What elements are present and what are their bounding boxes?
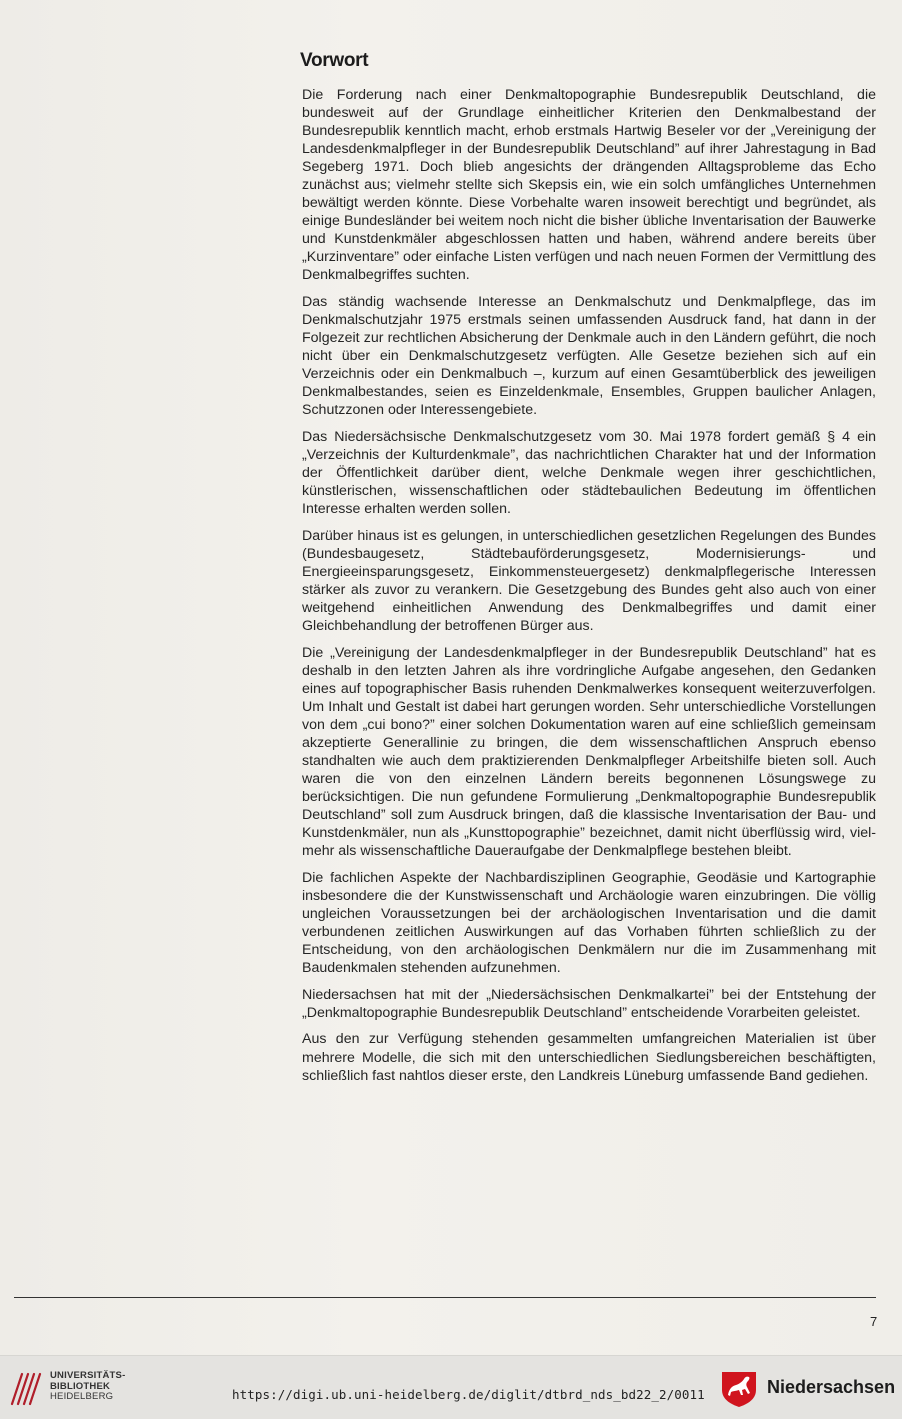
page-title: Vorwort [300, 50, 369, 71]
article-body [302, 86, 876, 1093]
paragraph: Aus den zur Verfügung stehenden gesammelten umfangreichen Materialien ist über mehrere Modelle, die sich mit den unterschiedlichen Siedlungsbereichen beschäftigten, schließlich fast nahtlos dieser erste, den Landkreis Lüneburg umfassende Band gediehen. [302, 1031, 876, 1084]
niedersachsen-wordmark[interactable]: Niedersachsen [767, 1377, 896, 1397]
paragraph: Die Forderung nach einer Denkmaltopographie Bundesrepublik Deutschland, die bundesweit auf der Grundlage einheitlicher Kriterien den Denkmalbestand der Bundesrepublik kenntlich macht, erhob erstmals Hartwig Beseler vor der „Vereinigung der Landesdenkmalpfleger in der Bundesrepublik Deutschland” auf ihrer Jahrestagung in Bad Segeberg 1971. Doch blieb angesichts der drängenden Alltagsprobleme das Echo zunächst aus; vielmehr stellte sich Skepsis ein, wie ein solch umfängliches Unternehmen bewältigt werden könnte. Diese Vorbehalte waren insoweit berechtigt und begründet, als einige Bundesländer bei weitem noch nicht die bisher übliche Inventarisation der Bauwerke und Kunstdenkmäler abgeschlossen hatten und haben, während andere bereits über „Kurzinventare” oder einfache Listen verfügen und nach neuen Formen der Vermittlung des Denkmalbegriffes suchten. [302, 87, 876, 284]
viewer-footer [0, 1355, 902, 1419]
footnote-rule [14, 1297, 876, 1298]
niedersachsen-horse-icon[interactable] [719, 1368, 759, 1408]
paragraph: Die „Vereinigung der Landesdenkmalpfleger in der Bundesrepublik Deutschland” hat es deshalb in den letzten Jahren als ihre vordringliche Aufgabe angesehen, den Gedanken eines auf topographischer Basis ruhenden Denkmalwerkes konsequent weiterzuverfolgen. Um Inhalt und Gestalt ist dabei hart gerungen worden. Sehr unterschiedliche Vorstellungen von dem „cui bono?” einer solchen Dokumentation waren auf eine schließlich gemeinsam akzeptierte Generallinie zu bringen, die dem wissenschaftlichen Anspruch ebenso standhalten wie auch dem praktizierenden Denkmalpfleger Arbeitshilfe bieten soll. Auch waren die von den einzelnen Ländern bereits begonnenen Lösungswege zu berücksichtigen. Die nun gefundene Formulierung „Denkmaltopographie Bundesrepublik Deutschland” soll zum Ausdruck bringen, daß die klassische Inventarisation der Bau- und Kunstdenkmäler, nun als „Kunsttopographie” bezeichnet, damit nicht überflüssig wird, vielmehr als wissenschaftliche Daueraufgabe der Denkmalpflege bestehen bleibt. [302, 644, 876, 860]
university-library-logo-icon[interactable] [8, 1368, 44, 1408]
permalink-url[interactable]: https://digi.ub.uni-heidelberg.de/diglit/dtbrd_nds_bd22_2/0011 [232, 1387, 705, 1402]
library-name[interactable] [50, 1371, 125, 1403]
page-number: 7 [870, 1314, 878, 1329]
paragraph: Das Niedersächsische Denkmalschutzgesetz vom 30. Mai 1978 fordert gemäß § 4 ein „Verzeichnis der Kulturdenkmale”, das nachrichtlichen Charakter hat und der Information der Öffentlichkeit darüber dient, welche Denkmale wegen ihrer geschichtlichen, künstlerischen, wissenschaftlichen oder städtebaulichen Bedeutung im öffentlichen Interesse erhalten werden sollen. [302, 429, 876, 518]
paragraph: Darüber hinaus ist es gelungen, in unterschiedlichen gesetzlichen Regelungen des Bundes (Bundesbaugesetz, Städtebauförderungsgesetz, Modernisierungs- und Energieeinsparungsgesetz, Einkommensteuergesetz) denkmalpflegerische Interessen stärker als zuvor zu verankern. Die Gesetzgebung des Bundes geht also auch von einer weitgehend einheitlichen Anwendung des Denkmalbegriffes und damit einer Gleichbehandlung der betroffenen Bürger aus. [302, 527, 876, 635]
library-name-line: HEIDELBERG [50, 1391, 114, 1402]
paragraph: Niedersachsen hat mit der „Niedersächsischen Denkmalkartei” bei der Entstehung der „Denkmaltopographie Bundesrepublik Deutschland” entscheidende Vorarbeiten geleistet. [302, 986, 876, 1021]
library-name-line: UNIVERSITÄTS- [50, 1370, 126, 1381]
paragraph: Die fachlichen Aspekte der Nachbardisziplinen Geographie, Geodäsie und Kartographie insbesondere die der Kunstwissenschaft und Archäologie waren einzubringen. Die völlig ungleichen Voraussetzungen bei der archäologischen Inventarisation und die damit verbundenen zeitlichen Auswirkungen auf das Vorhaben führten schließlich zu der Entscheidung, von den archäologischen Denkmälern nur die im Zusammenhang mit Baudenkmalen stehenden aufzunehmen. [302, 869, 876, 977]
paragraph: Das ständig wachsende Interesse an Denkmalschutz und Denkmalpflege, das im Denkmalschutzjahr 1975 erstmals seinen umfassenden Ausdruck fand, hat dann in der Folgezeit zur rechtlichen Absicherung der Denkmale auch in den Ländern geführt, die noch nicht über ein Denkmalschutzgesetz verfügten. Alle Gesetze beziehen sich auf ein Verzeichnis oder ein Denkmalbuch –, kurzum auf einen Gesamtüberblick des jeweiligen Denkmalbestandes, seien es Einzeldenkmale, Ensembles, Gruppen baulicher Anlagen, Schutzzonen oder Interessengebiete. [302, 294, 876, 419]
library-name-line: BIBLIOTHEK [50, 1380, 111, 1392]
